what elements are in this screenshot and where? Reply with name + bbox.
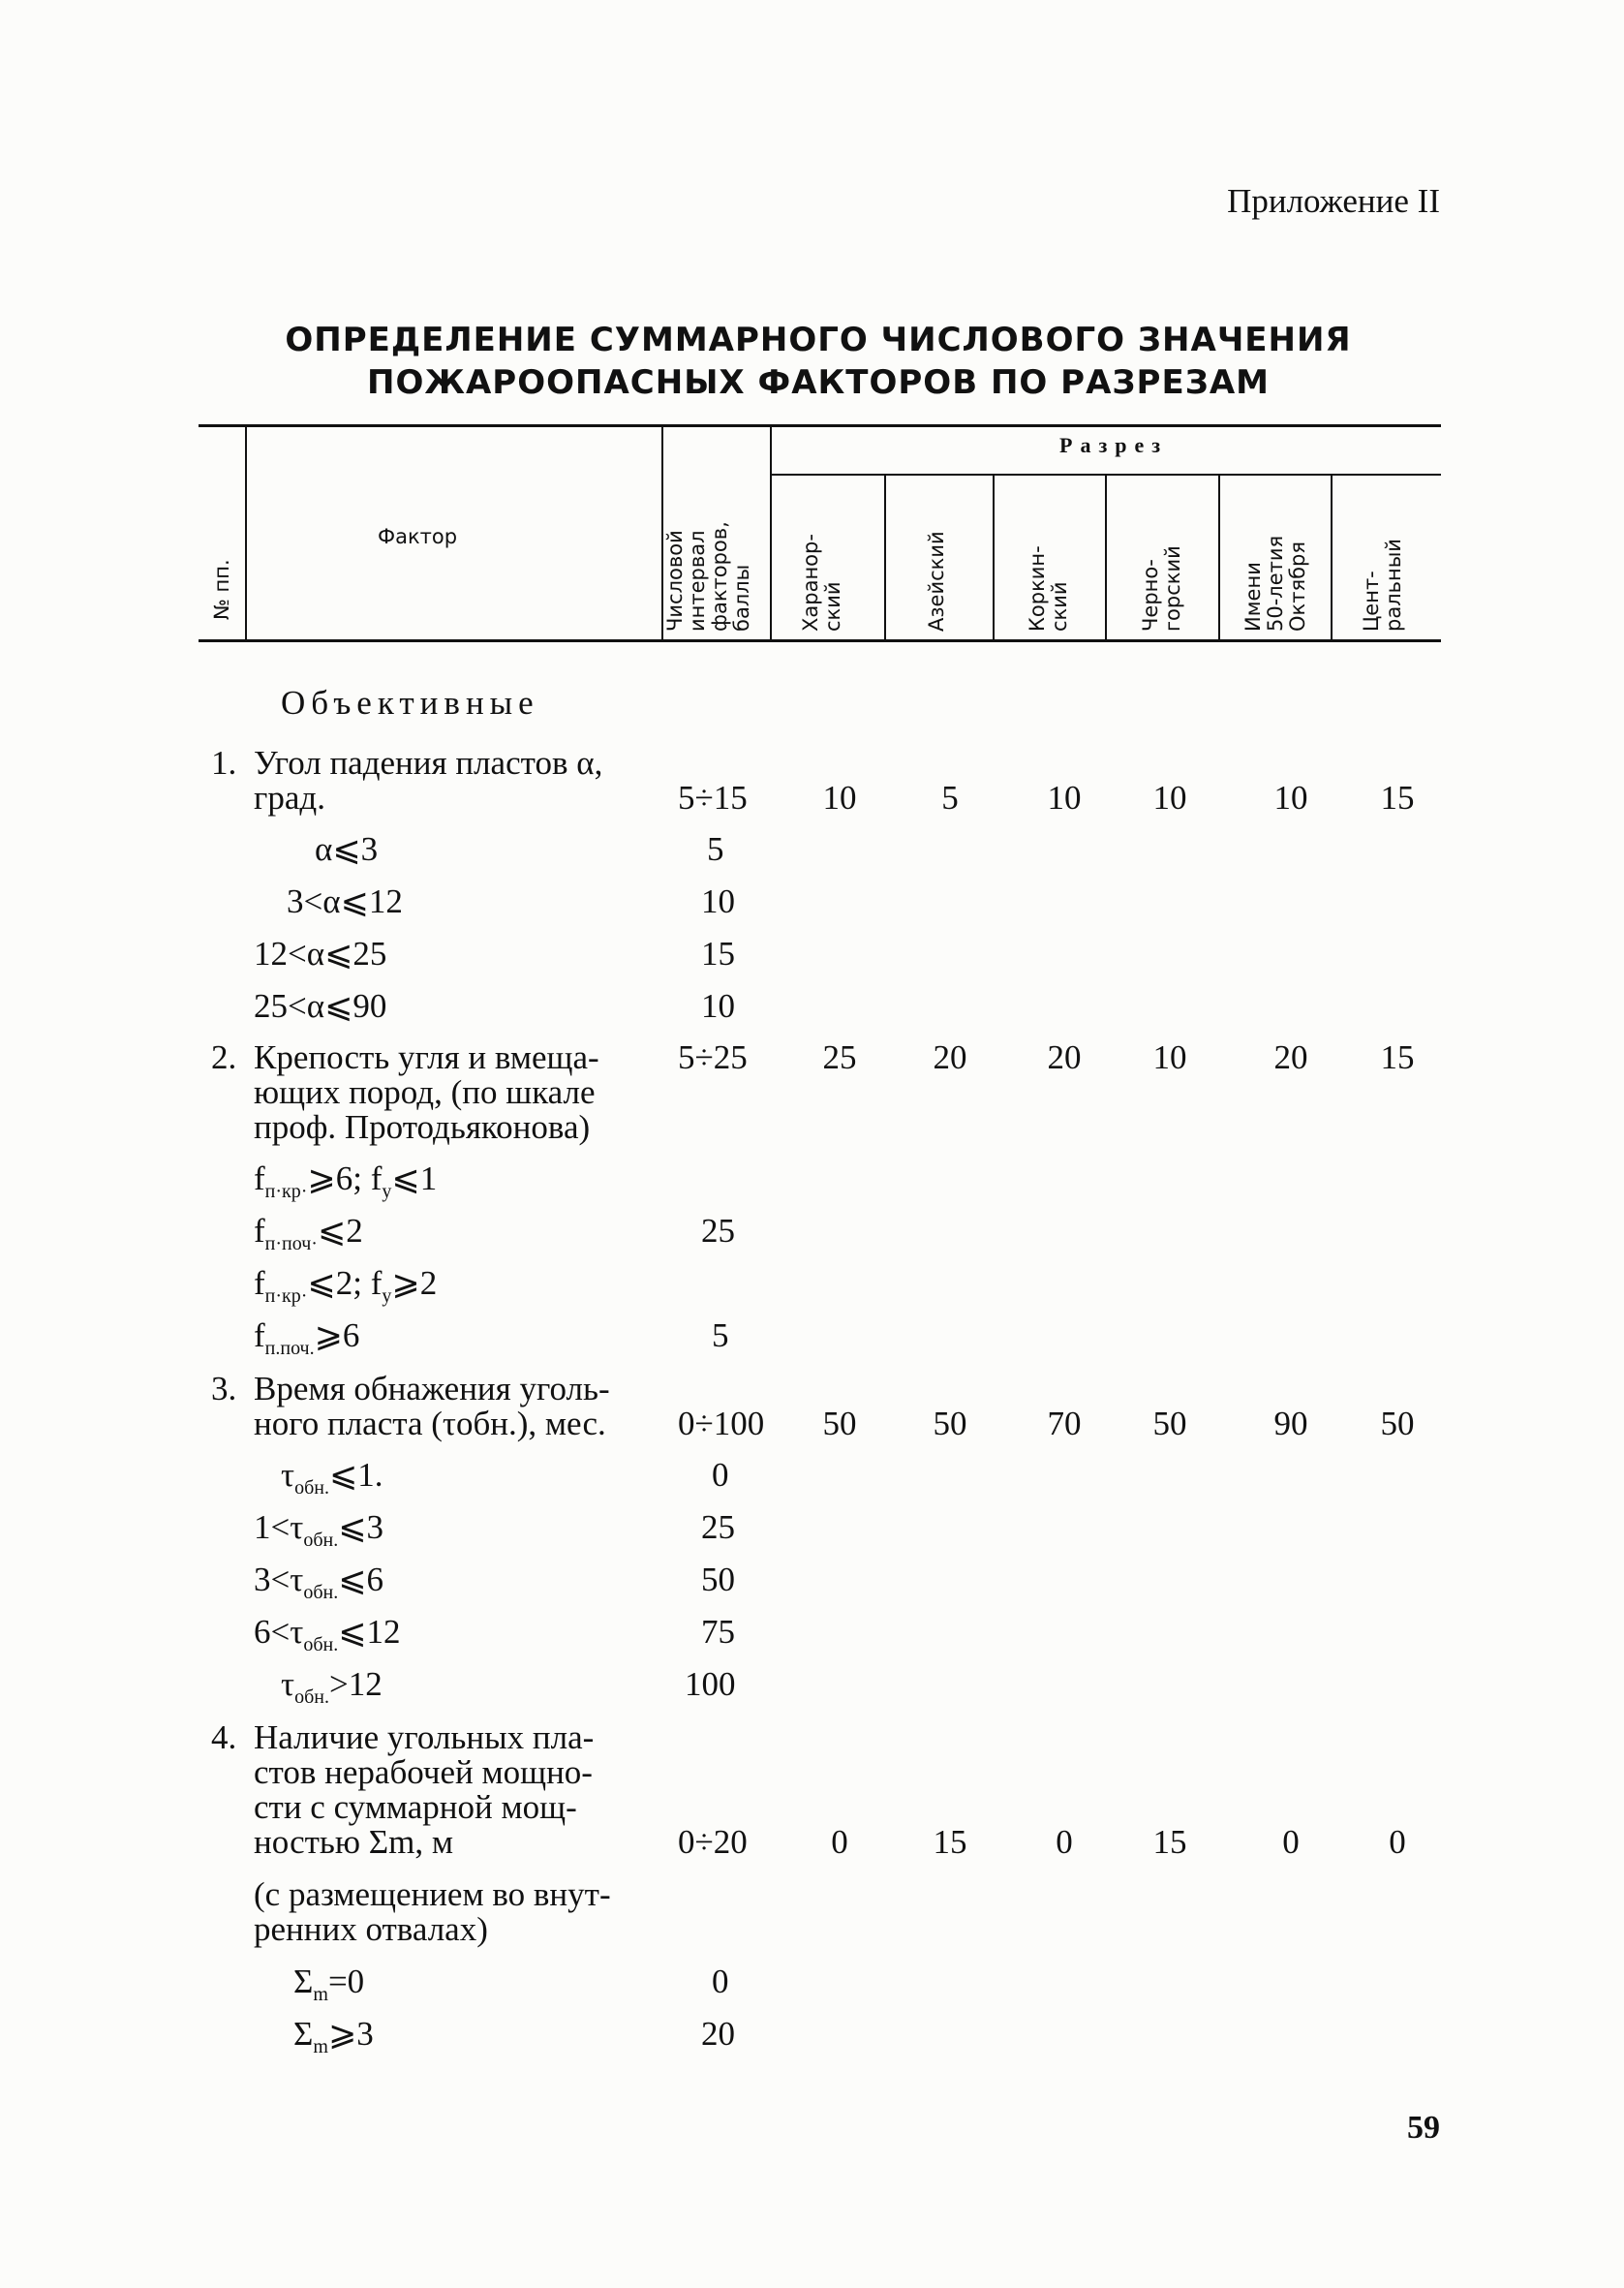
cell-value: 10 (1152, 779, 1187, 817)
factor-note: (с размещением во внут- (254, 1875, 611, 1913)
sub-condition: $f_{п.поч.}⩾6$ (254, 1316, 360, 1359)
cell-value: 50 (1380, 1405, 1415, 1442)
column-divider (1105, 476, 1107, 639)
factor-number: 4. (211, 1718, 237, 1756)
column-divider (884, 476, 886, 639)
interval-value: 0÷20 (678, 1823, 748, 1861)
factor-number: 3. (211, 1370, 237, 1407)
sub-score: 20 (701, 2015, 735, 2053)
cell-value: 50 (1152, 1405, 1187, 1442)
sub-condition: $\tau_{обн.}⩽1$. (281, 1456, 383, 1499)
factor-text: ностью Σm, м (254, 1823, 454, 1861)
factor-note: ренних отвалах) (254, 1910, 488, 1948)
factor-text: проф. Протодьяконова) (254, 1108, 591, 1146)
column-divider (770, 427, 772, 639)
column-divider (1218, 476, 1220, 639)
factor-text: стов нерабочей мощно- (254, 1753, 593, 1791)
cell-value: 15 (1380, 779, 1415, 817)
cell-value: 20 (1047, 1038, 1082, 1076)
sub-score: 10 (701, 882, 735, 920)
cell-value: 0 (1056, 1823, 1073, 1861)
factor-text: Угол падения пластов α, (254, 744, 603, 782)
sub-condition: $3<\tau_{обн.}⩽6$ (254, 1561, 384, 1603)
factor-text: Время обнажения уголь- (254, 1370, 610, 1407)
sub-score: 75 (701, 1613, 735, 1651)
header-razrez: Разрез (1059, 433, 1169, 457)
interval-value: 5÷15 (678, 779, 748, 817)
interval-value: 0÷100 (678, 1405, 765, 1442)
sub-condition: $\Sigma_m⩾3$ (293, 2015, 374, 2057)
table-header-bottom-rule (199, 639, 1441, 642)
factor-text: ного пласта (τобн.), мес. (254, 1405, 606, 1442)
sub-score: 5 (712, 1316, 729, 1354)
cell-value: 20 (1273, 1038, 1308, 1076)
header-interval: Числовой интервал факторов, баллы (663, 521, 753, 632)
cell-value: 15 (933, 1823, 967, 1861)
section-label: Объективные (281, 684, 539, 722)
cell-value: 15 (1380, 1038, 1415, 1076)
header-section-kharanorsky: Харанор- ский (799, 534, 844, 632)
sub-condition: $1<\tau_{обн.}⩽3$ (254, 1508, 384, 1551)
interval-value: 5÷25 (678, 1038, 748, 1076)
header-number: № пп. (210, 559, 233, 620)
cell-value: 10 (822, 779, 857, 817)
sub-condition: $f_{п\cdot поч\cdot}⩽2$ (254, 1212, 363, 1254)
header-section-azeisky: Азейский (925, 531, 948, 632)
column-divider (1331, 476, 1333, 639)
page-number: 59 (1407, 2110, 1440, 2146)
sub-condition: $\Sigma_m=0$ (293, 1963, 365, 2005)
factor-text: Наличие угольных пла- (254, 1718, 595, 1756)
cell-value: 50 (822, 1405, 857, 1442)
sub-score: 0 (712, 1456, 729, 1494)
factor-text: ющих пород, (по шкале (254, 1073, 596, 1111)
cell-value: 50 (933, 1405, 967, 1442)
sub-condition: $\tau_{обн.}>12$ (281, 1665, 383, 1708)
sub-score: 0 (712, 1963, 729, 2000)
cell-value: 20 (933, 1038, 967, 1076)
factor-text: град. (254, 779, 325, 817)
factor-number: 1. (211, 744, 237, 782)
cell-value: 0 (831, 1823, 848, 1861)
factor-text: Крепость угля и вмеща- (254, 1038, 599, 1076)
page-title-line-1: ОПРЕДЕЛЕНИЕ СУММАРНОГО ЧИСЛОВОГО ЗНАЧЕНИЯ (285, 321, 1352, 359)
table-top-rule (199, 424, 1441, 427)
page-title-line-2: ПОЖАРООПАСНЫХ ФАКТОРОВ ПО РАЗРЕЗАМ (367, 363, 1270, 402)
cell-value: 0 (1282, 1823, 1300, 1861)
header-section-centralny: Цент- ральный (1360, 539, 1405, 632)
sub-condition: $f_{п\cdot кр\cdot}⩾6$; $f_у⩽1$ (254, 1159, 438, 1202)
sub-condition: α⩽3 (315, 830, 379, 868)
sub-score: 10 (701, 987, 735, 1025)
sub-condition: 3<α⩽12 (287, 882, 403, 920)
sub-score: 15 (701, 935, 735, 973)
cell-value: 25 (822, 1038, 857, 1076)
cell-value: 10 (1047, 779, 1082, 817)
column-divider (993, 476, 995, 639)
cell-value: 5 (941, 779, 959, 817)
header-section-chernogorsky: Черно- горский (1139, 545, 1184, 632)
sub-condition: $f_{п\cdot кр\cdot}⩽2$; $f_у⩾2$ (254, 1264, 438, 1307)
sub-condition: 12<α⩽25 (254, 935, 387, 973)
factor-text: сти с суммарной мощ- (254, 1788, 577, 1826)
sub-score: 25 (701, 1212, 735, 1250)
sub-condition: $6<\tau_{обн.}⩽12$ (254, 1613, 401, 1655)
sub-score: 100 (685, 1665, 736, 1703)
header-section-50-let-oktyabrya: Имени 50-летия Октября (1241, 535, 1309, 632)
factor-number: 2. (211, 1038, 237, 1076)
header-factor: Фактор (378, 525, 458, 548)
cell-value: 70 (1047, 1405, 1082, 1442)
cell-value: 10 (1152, 1038, 1187, 1076)
sub-score: 50 (701, 1561, 735, 1598)
sub-score: 25 (701, 1508, 735, 1546)
cell-value: 15 (1152, 1823, 1187, 1861)
sub-score: 5 (707, 830, 724, 868)
cell-value: 90 (1273, 1405, 1308, 1442)
cell-value: 10 (1273, 779, 1308, 817)
sub-condition: 25<α⩽90 (254, 987, 387, 1025)
column-divider (245, 427, 247, 639)
cell-value: 0 (1389, 1823, 1406, 1861)
header-section-korkinsky: Коркин- ский (1026, 545, 1071, 632)
appendix-label: Приложение II (1227, 182, 1440, 220)
